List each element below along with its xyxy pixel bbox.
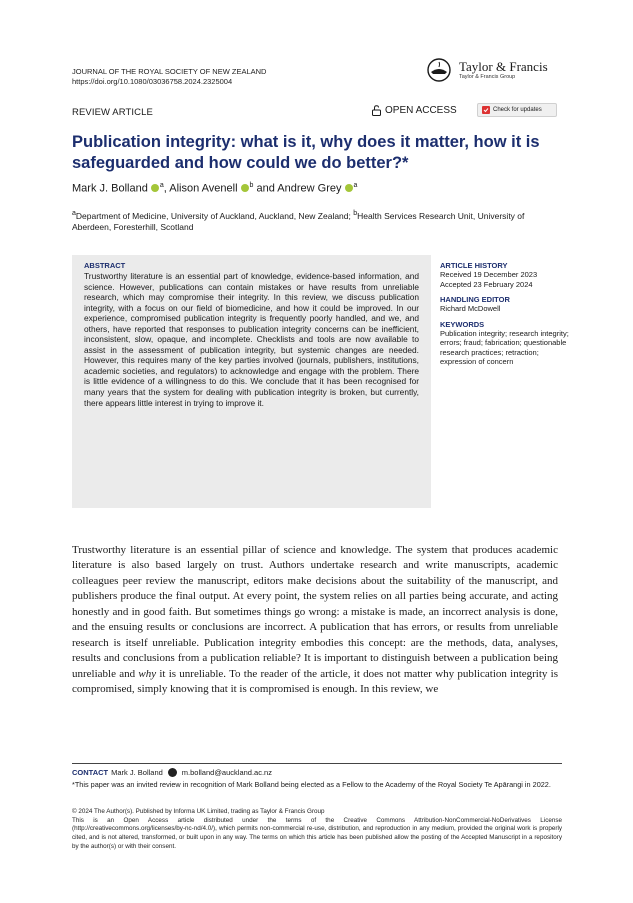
author-name[interactable]: Alison Avenell bbox=[169, 182, 238, 195]
publisher-group: Taylor & Francis Group bbox=[459, 73, 516, 80]
author-name[interactable]: Mark J. Bolland bbox=[72, 182, 148, 195]
handling-editor-name: Richard McDowell bbox=[440, 304, 501, 313]
affil-text: Department of Medicine, University of Auckland, Auckland, New Zealand; bbox=[75, 210, 354, 221]
received-date: Received 19 December 2023 bbox=[440, 270, 538, 279]
journal-name: JOURNAL OF THE ROYAL SOCIETY OF NEW ZEALAND bbox=[72, 67, 267, 76]
author-separator: and bbox=[253, 182, 278, 195]
orcid-icon[interactable] bbox=[151, 184, 159, 192]
contact-name: Mark J. Bolland bbox=[111, 768, 163, 777]
footer-divider bbox=[72, 763, 562, 764]
article-metadata bbox=[440, 261, 570, 373]
author-affil: b bbox=[249, 182, 254, 189]
open-access-label: OPEN ACCESS bbox=[385, 105, 457, 116]
contact-email[interactable]: m.bolland@auckland.ac.nz bbox=[181, 768, 272, 777]
author-list bbox=[72, 182, 357, 195]
doi-link[interactable]: https://doi.org/10.1080/03036758.2024.2325004 bbox=[72, 77, 233, 86]
handling-editor-heading: HANDLING EDITOR bbox=[440, 295, 510, 304]
abstract-text: Trustworthy literature is an essential part of knowledge, evidence-based information, and science. However, publications can contain mistakes or have results from unreliable research, which may compromise their integrity. In this review, we discuss publication integrity, with a focus on our field of biomedicine, and how it could be improved. In our experience, compromised publication integrity is frequently poorly handled, and we, and others, have reported that responses to publication integrity concerns can be inefficient, inconsistent, slow, opaque, and incomplete. Checklists and tools are now available to assist in the assessment of publication integrity, but systemic changes are needed. However, this requires many of the key parties involved (journals, publishers, institutions, academic societies, and regulators) to acknowledge and engage with the problem. There is little evidence of a willingness to do this. We conclude that it has been recognised for many years that the system for dealing with publication integrity is broken, but currently, there appears little interest in trying to improve it. bbox=[84, 271, 419, 408]
body-paragraph-cont: it is unreliable. To the reader of the article, it does not matter why publication integrity is compromised, simply knowing that it is compromised is enough. In this review, we bbox=[72, 667, 558, 696]
keywords-heading: KEYWORDS bbox=[440, 319, 485, 329]
body-paragraph: Trustworthy literature is an essential pillar of science and knowledge. The system that produces academic literature is also based largely on trust. Authors undertake research and write manuscripts, academic colleagues peer review the manuscript, editors make decisions about the suitability of the manuscript, and publishers produce the final output. At every point, the system relies on all parties being accurate, and acting honestly and in good faith. But sometimes things go wrong: a mistake is made, an incorrect analysis is done, and the ensuing results or conclusions are incorrect. A publication that has errors, or results from unreliable research is itself unreliable. Publication integrity embodies this concept: are the methods, data, analyses, results and conclusions from a publication reliable? It is important to distinguish between a publication being unreliable and bbox=[72, 544, 558, 680]
keywords-text: Publication integrity; research integrity; errors; fraud; fabrication; questionable research practices; retraction; expression of concern bbox=[440, 328, 569, 366]
body-emphasis: why bbox=[138, 667, 157, 680]
open-lock-icon bbox=[372, 105, 381, 116]
orcid-icon[interactable] bbox=[345, 184, 353, 192]
copyright-line: © 2024 The Author(s). Published by Informa UK Limited, trading as Taylor & Francis Group bbox=[72, 808, 325, 815]
license-text: This is an Open Access article distributed under the terms of the Creative Commons Attribution-NonCommercial-NoDerivatives License (http://creativecommons.org/licenses/by-nc-nd/4.0/), which permits non-commercial re-use, distribution, and reproduction in any medium, provided the original work is properly cited, and is not altered, transformed, or built upon in any way. The terms on which this article has been published allow the posting of the Accepted Manuscript in a repository by the author(s) or with their consent. bbox=[72, 816, 562, 850]
open-access-badge bbox=[372, 105, 457, 116]
accepted-date: Accepted 23 February 2024 bbox=[440, 279, 533, 289]
author-affil: a bbox=[353, 182, 358, 189]
email-icon bbox=[168, 768, 177, 777]
article-type: REVIEW ARTICLE bbox=[72, 107, 153, 118]
article-history-heading: ARTICLE HISTORY bbox=[440, 261, 508, 270]
affil-text: Health Services Research Unit, University of Aberdeen, Foresterhill, Scotland bbox=[72, 210, 525, 232]
author-separator: , bbox=[163, 182, 170, 195]
footnote: *This paper was an invited review in recognition of Mark Bolland being elected as a Fellow to the Academy of the Royal Society Te Apārangi in 2022. bbox=[72, 780, 551, 789]
affiliations bbox=[72, 208, 562, 233]
abstract-box bbox=[72, 255, 431, 508]
contact-label: CONTACT bbox=[72, 768, 109, 777]
author-affil: a bbox=[159, 182, 164, 189]
journal-header bbox=[72, 67, 266, 87]
license-block bbox=[72, 808, 562, 852]
body-text bbox=[72, 543, 558, 698]
orcid-icon[interactable] bbox=[241, 184, 249, 192]
author-name[interactable]: Andrew Grey bbox=[277, 182, 342, 195]
lamp-icon bbox=[425, 58, 453, 82]
check-for-updates-button[interactable] bbox=[477, 103, 557, 117]
abstract-heading: ABSTRACT bbox=[84, 261, 126, 270]
affil-label: a bbox=[72, 210, 76, 217]
publisher-logo bbox=[425, 58, 548, 82]
bookmark-icon bbox=[482, 106, 490, 114]
check-for-updates-label: Check for updates bbox=[493, 107, 542, 113]
contact-line bbox=[72, 768, 272, 777]
publisher-name: Taylor & Francis bbox=[459, 58, 548, 74]
affil-label: b bbox=[353, 210, 358, 217]
article-title: Publication integrity: what is it, why does it matter, how it is safeguarded and how could we do better?* bbox=[72, 133, 540, 172]
